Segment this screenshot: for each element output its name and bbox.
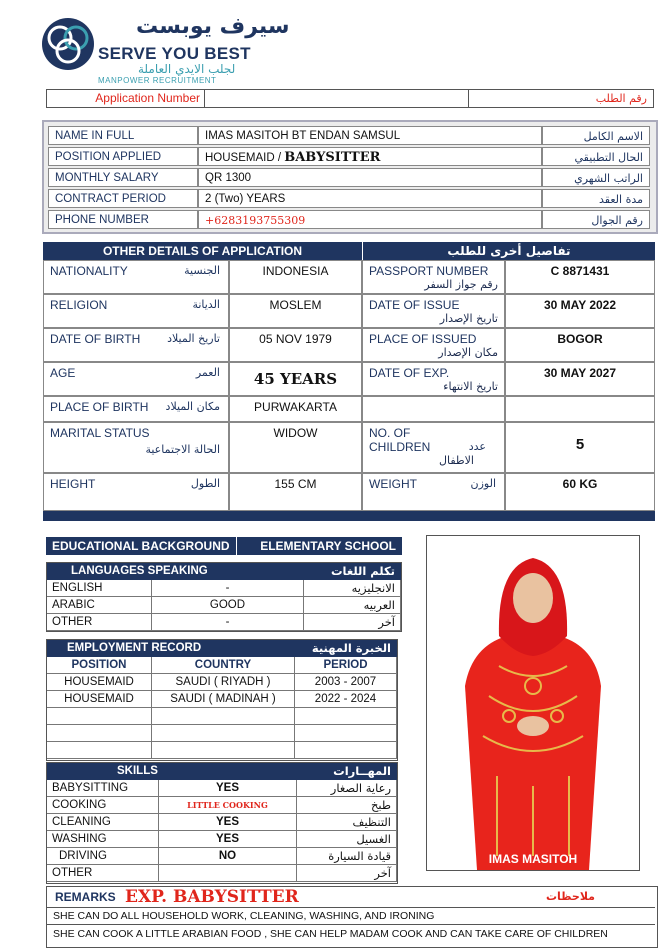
skills-header: SKILLS المهــارات [47, 763, 397, 780]
skill-row [47, 780, 397, 797]
employment-cell [152, 725, 295, 742]
personal-value: IMAS MASITOH BT ENDAN SAMSUL [198, 126, 542, 145]
skill-ar: التنظيف [297, 814, 397, 831]
marital-label: MARITAL STATUS الحالة الاجتماعية [43, 422, 229, 473]
personal-label-ar: رقم الجوال [542, 210, 650, 229]
employment-column-header: POSITION [47, 657, 152, 674]
employment-row [47, 742, 397, 759]
skill-ar: رعاية الصغار [297, 780, 397, 797]
personal-value: HOUSEMAID / BABYSITTER [198, 147, 542, 166]
employment-cell: SAUDI ( MADINAH ) [152, 691, 295, 708]
personal-value: 2 (Two) YEARS [198, 189, 542, 208]
company-name-ar: سيرف يوبست [136, 14, 290, 39]
skill-ar: آخر [297, 865, 397, 882]
nationality-label: NATIONALITY الجنسية [43, 260, 229, 294]
remarks-section [46, 886, 658, 948]
remarks-line-1: SHE CAN DO ALL HOUSEHOLD WORK, CLEANING, WASHING, AND IRONING [47, 908, 655, 925]
employment-header: EMPLOYMENT RECORD الخبرة المهنية [47, 640, 397, 657]
skill-en: DRIVING [47, 848, 159, 865]
personal-row [48, 126, 650, 145]
personal-label-ar: الراتب الشهري [542, 168, 650, 187]
application-number-value[interactable] [205, 90, 469, 107]
passport-label: PASSPORT NUMBER رقم جواز السفر [362, 260, 505, 294]
personal-row [48, 189, 650, 208]
company-tagline-ar: لجلب الايدي العاملة [138, 62, 236, 76]
skill-en: OTHER [47, 865, 159, 882]
application-number-label: Application Number [47, 90, 205, 107]
employment-row [47, 691, 397, 708]
other-details-footer-bar [43, 511, 655, 521]
skill-value: YES [159, 780, 297, 797]
remarks-header: REMARKS EXP. BABYSITTER ملاحظات [47, 887, 655, 908]
exp-date-value: 30 MAY 2027 [505, 362, 655, 396]
marital-value: WIDOW [229, 422, 362, 473]
religion-label: RELIGION الديانة [43, 294, 229, 328]
issue-date-label: DATE OF ISSUE تاريخ الإصدار [362, 294, 505, 328]
skill-row [47, 797, 397, 814]
language-row [47, 597, 401, 614]
pob-label: PLACE OF BIRTH مكان الميلاد [43, 396, 229, 422]
personal-label-ar: مدة العقد [542, 189, 650, 208]
skill-row [47, 814, 397, 831]
skill-row [47, 831, 397, 848]
other-details-header-ar: تفاصيل أخرى للطلب [363, 242, 655, 260]
language-en: OTHER [47, 614, 152, 631]
personal-label-ar: الاسم الكامل [542, 126, 650, 145]
skill-value: YES [159, 814, 297, 831]
personal-row [48, 147, 650, 166]
language-level: - [152, 614, 304, 631]
age-value: 45 YEARS [229, 362, 362, 396]
employment-row [47, 708, 397, 725]
employment-row [47, 674, 397, 691]
skill-en: BABYSITTING [47, 780, 159, 797]
employment-cell [47, 742, 152, 759]
remarks-line-2: SHE CAN COOK A LITTLE ARABIAN FOOD , SHE CAN HELP MADAM COOK AND CAN TAKE CARE OF CHILDREN [53, 928, 608, 940]
religion-value: MOSLEM [229, 294, 362, 328]
skill-value: NO [159, 848, 297, 865]
logo-knot-icon [40, 16, 96, 72]
personal-label-en: POSITION APPLIED [48, 147, 198, 166]
company-tagline-en: MANPOWER RECRUITMENT [98, 76, 217, 85]
skill-value [159, 865, 297, 882]
employment-column-header: COUNTRY [152, 657, 295, 674]
personal-label-en: NAME IN FULL [48, 126, 198, 145]
personal-row [48, 210, 650, 229]
other-details-table [43, 242, 655, 522]
applicant-figure-icon [427, 536, 639, 870]
applicant-photo [426, 535, 640, 871]
personal-value: QR 1300 [198, 168, 542, 187]
weight-label: WEIGHT الوزن [362, 473, 505, 511]
dob-label: DATE OF BIRTH تاريخ الميلاد [43, 328, 229, 362]
skills-table [46, 762, 398, 884]
skill-row [47, 865, 397, 882]
skill-en: WASHING [47, 831, 159, 848]
employment-cell [152, 742, 295, 759]
exp-date-label: DATE OF EXP. تاريخ الانتهاء [362, 362, 505, 396]
language-ar: العربيه [304, 597, 401, 614]
personal-label-en: PHONE NUMBER [48, 210, 198, 229]
skill-row [47, 848, 397, 865]
issue-date-value: 30 MAY 2022 [505, 294, 655, 328]
issue-place-value: BOGOR [505, 328, 655, 362]
issue-place-label: PLACE OF ISSUED مكان الإصدار [362, 328, 505, 362]
languages-table [46, 562, 402, 632]
pob-value: PURWAKARTA [229, 396, 362, 422]
employment-cell: HOUSEMAID [47, 691, 152, 708]
personal-label-en: MONTHLY SALARY [48, 168, 198, 187]
education-value: ELEMENTARY SCHOOL [260, 539, 396, 553]
employment-column-header-row [47, 657, 397, 674]
photo-caption: IMAS MASITOH [488, 852, 578, 866]
language-ar: الانجليزيه [304, 580, 401, 597]
employment-column-header: PERIOD [295, 657, 397, 674]
skill-en: CLEANING [47, 814, 159, 831]
employment-cell: SAUDI ( RIYADH ) [152, 674, 295, 691]
skill-ar: قيادة السيارة [297, 848, 397, 865]
skill-ar: طبخ [297, 797, 397, 814]
other-details-header-en: OTHER DETAILS OF APPLICATION [43, 242, 362, 260]
passport-value: C 8871431 [505, 260, 655, 294]
age-label: AGE العمر [43, 362, 229, 396]
employment-cell: 2003 - 2007 [295, 674, 397, 691]
nationality-value: INDONESIA [229, 260, 362, 294]
skill-value: LITTLE COOKING [159, 797, 297, 814]
language-en: ARABIC [47, 597, 152, 614]
children-value: 5 [505, 422, 655, 473]
employment-cell [47, 725, 152, 742]
language-en: ENGLISH [47, 580, 152, 597]
language-ar: آخر [304, 614, 401, 631]
skill-ar: الغسيل [297, 831, 397, 848]
personal-info-table [42, 120, 658, 234]
remarks-headline: EXP. BABYSITTER [125, 887, 299, 907]
dob-value: 05 NOV 1979 [229, 328, 362, 362]
children-label: NO. OF CHILDREN عدد الاطفال [362, 422, 505, 473]
employment-cell [295, 725, 397, 742]
application-number-label-ar: رقم الطلب [595, 92, 647, 105]
languages-header: LANGUAGES SPEAKING تكلم اللغات [47, 563, 401, 580]
personal-row [48, 168, 650, 187]
company-name-en: SERVE YOU BEST [98, 44, 251, 63]
employment-cell [295, 708, 397, 725]
personal-value: +6283193755309 [198, 210, 542, 229]
employment-row [47, 725, 397, 742]
education-label: EDUCATIONAL BACKGROUND [52, 539, 230, 553]
employment-cell [152, 708, 295, 725]
language-level: - [152, 580, 304, 597]
empty-label-cell [362, 396, 505, 422]
company-logo [40, 14, 340, 84]
language-row [47, 580, 401, 597]
application-number-row [46, 89, 654, 108]
employment-cell: HOUSEMAID [47, 674, 152, 691]
education-row [46, 537, 402, 555]
height-value: 155 CM [229, 473, 362, 511]
language-level: GOOD [152, 597, 304, 614]
empty-value-cell [505, 396, 655, 422]
weight-value: 60 KG [505, 473, 655, 511]
employment-cell [47, 708, 152, 725]
employment-cell [295, 742, 397, 759]
skill-value: YES [159, 831, 297, 848]
employment-cell: 2022 - 2024 [295, 691, 397, 708]
personal-label-en: CONTRACT PERIOD [48, 189, 198, 208]
skill-en: COOKING [47, 797, 159, 814]
employment-table [46, 639, 398, 761]
personal-label-ar: الحال التطبيقي [542, 147, 650, 166]
language-row [47, 614, 401, 631]
height-label: HEIGHT الطول [43, 473, 229, 511]
